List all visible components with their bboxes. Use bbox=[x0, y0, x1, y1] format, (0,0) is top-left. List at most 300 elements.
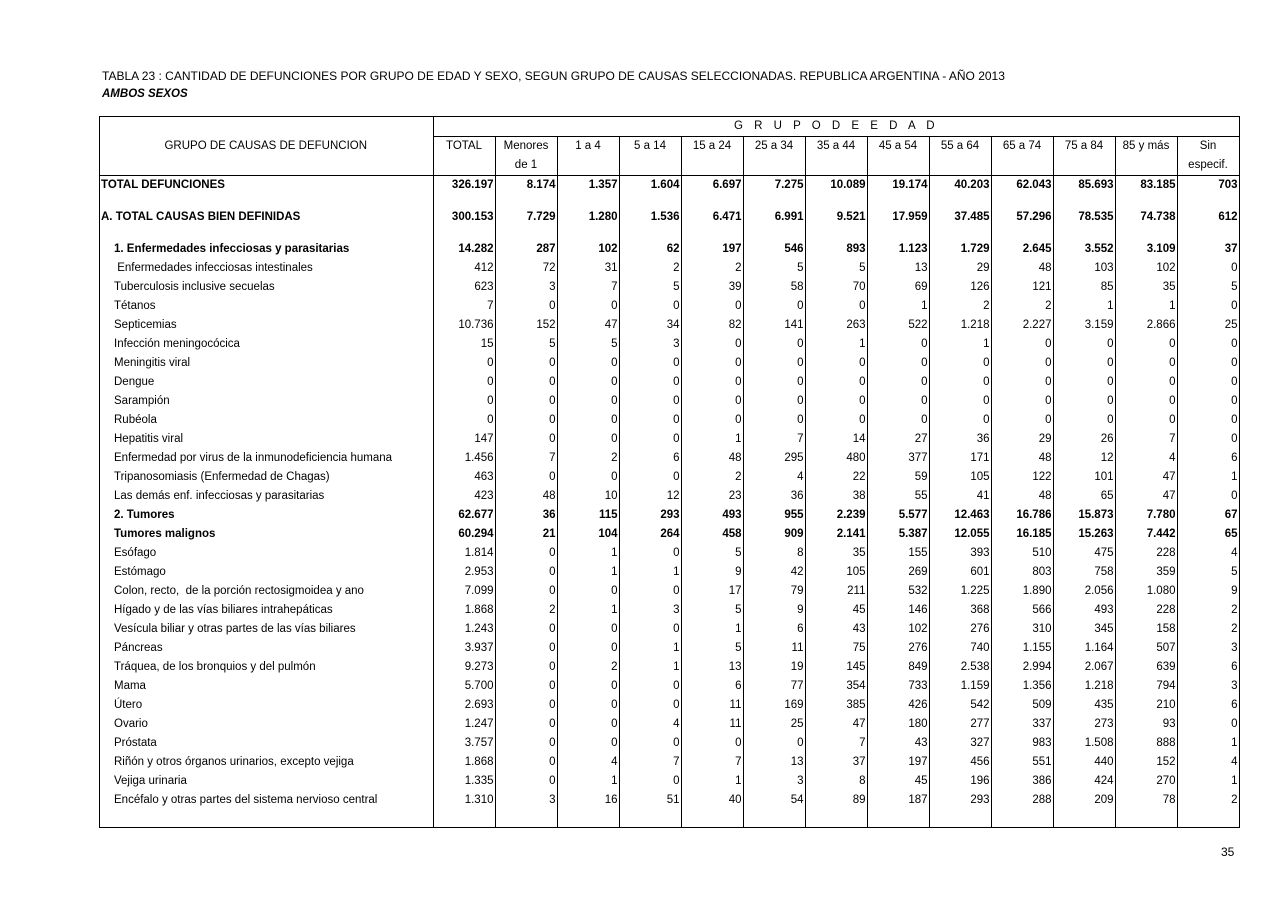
value-cell: 43 bbox=[805, 620, 867, 639]
value-cell: 152 bbox=[1115, 753, 1177, 772]
value-cell: 74.738 bbox=[1115, 208, 1177, 227]
value-cell: 48 bbox=[495, 487, 557, 506]
value-cell: 1.356 bbox=[991, 677, 1053, 696]
value-cell: 13 bbox=[867, 259, 929, 278]
value-cell: 65 bbox=[1053, 487, 1115, 506]
column-header: 5 a 14 bbox=[619, 137, 681, 157]
table-row bbox=[99, 525, 1239, 544]
filler-cell bbox=[495, 810, 557, 828]
value-cell: 171 bbox=[929, 449, 991, 468]
value-cell: 0 bbox=[867, 411, 929, 430]
value-cell: 9.273 bbox=[433, 658, 495, 677]
value-cell: 0 bbox=[1053, 392, 1115, 411]
column-header: TOTAL bbox=[433, 137, 495, 157]
value-cell: 0 bbox=[805, 297, 867, 316]
value-cell: 0 bbox=[619, 373, 681, 392]
value-cell: 288 bbox=[991, 791, 1053, 810]
value-cell: 1.604 bbox=[619, 176, 681, 196]
table-row bbox=[99, 297, 1239, 316]
value-cell: 1 bbox=[557, 563, 619, 582]
value-cell: 10.089 bbox=[805, 176, 867, 196]
value-cell: 893 bbox=[805, 240, 867, 259]
value-cell: 546 bbox=[743, 240, 805, 259]
value-cell: 1 bbox=[681, 430, 743, 449]
value-cell: 277 bbox=[929, 715, 991, 734]
value-cell: 5 bbox=[681, 639, 743, 658]
value-cell: 0 bbox=[557, 696, 619, 715]
filler-cell bbox=[805, 810, 867, 828]
table-row bbox=[99, 658, 1239, 677]
value-cell: 475 bbox=[1053, 544, 1115, 563]
value-cell: 0 bbox=[495, 544, 557, 563]
value-cell: 3 bbox=[1177, 677, 1239, 696]
value-cell: 104 bbox=[557, 525, 619, 544]
value-cell: 2 bbox=[1177, 620, 1239, 639]
filler-cell bbox=[433, 810, 495, 828]
filler-cell bbox=[1053, 810, 1115, 828]
value-cell: 0 bbox=[1115, 335, 1177, 354]
value-cell: 105 bbox=[929, 468, 991, 487]
value-cell: 3 bbox=[495, 791, 557, 810]
value-cell: 758 bbox=[1053, 563, 1115, 582]
spacer-cell bbox=[619, 195, 681, 208]
value-cell: 8.174 bbox=[495, 176, 557, 196]
column-header-line2: especif. bbox=[1177, 156, 1239, 176]
value-cell: 101 bbox=[1053, 468, 1115, 487]
value-cell: 0 bbox=[1177, 297, 1239, 316]
value-cell: 158 bbox=[1115, 620, 1177, 639]
value-cell: 14 bbox=[805, 430, 867, 449]
value-cell: 1 bbox=[557, 544, 619, 563]
row-label: Vejiga urinaria bbox=[99, 772, 433, 791]
value-cell: 15.873 bbox=[1053, 506, 1115, 525]
filler-cell bbox=[681, 810, 743, 828]
value-cell: 0 bbox=[867, 373, 929, 392]
filler-cell bbox=[867, 810, 929, 828]
value-cell: 2 bbox=[681, 259, 743, 278]
value-cell: 147 bbox=[433, 430, 495, 449]
value-cell: 0 bbox=[681, 411, 743, 430]
value-cell: 542 bbox=[929, 696, 991, 715]
value-cell: 1 bbox=[1177, 734, 1239, 753]
spacer-cell bbox=[1177, 195, 1239, 208]
table-row bbox=[99, 544, 1239, 563]
value-cell: 2.067 bbox=[1053, 658, 1115, 677]
value-cell: 424 bbox=[1053, 772, 1115, 791]
spacer-cell bbox=[1177, 227, 1239, 240]
value-cell: 7.275 bbox=[743, 176, 805, 196]
value-cell: 2 bbox=[619, 259, 681, 278]
value-cell: 152 bbox=[495, 316, 557, 335]
value-cell: 849 bbox=[867, 658, 929, 677]
value-cell: 0 bbox=[1115, 411, 1177, 430]
value-cell: 102 bbox=[557, 240, 619, 259]
value-cell: 7 bbox=[743, 430, 805, 449]
value-cell: 0 bbox=[557, 392, 619, 411]
value-cell: 0 bbox=[495, 772, 557, 791]
value-cell: 0 bbox=[557, 354, 619, 373]
value-cell: 393 bbox=[929, 544, 991, 563]
value-cell: 15.263 bbox=[1053, 525, 1115, 544]
value-cell: 102 bbox=[867, 620, 929, 639]
value-cell: 5 bbox=[1177, 563, 1239, 582]
column-header: 15 a 24 bbox=[681, 137, 743, 157]
value-cell: 0 bbox=[743, 373, 805, 392]
value-cell: 345 bbox=[1053, 620, 1115, 639]
value-cell: 155 bbox=[867, 544, 929, 563]
value-cell: 47 bbox=[1115, 487, 1177, 506]
table-row bbox=[99, 354, 1239, 373]
value-cell: 276 bbox=[867, 639, 929, 658]
value-cell: 0 bbox=[495, 297, 557, 316]
value-cell: 1.218 bbox=[1053, 677, 1115, 696]
value-cell: 0 bbox=[867, 392, 929, 411]
value-cell: 0 bbox=[1177, 335, 1239, 354]
value-cell: 1.164 bbox=[1053, 639, 1115, 658]
value-cell: 0 bbox=[619, 696, 681, 715]
value-cell: 47 bbox=[1115, 468, 1177, 487]
table-row bbox=[99, 259, 1239, 278]
spacer-cell bbox=[1053, 195, 1115, 208]
value-cell: 0 bbox=[495, 677, 557, 696]
value-cell: 3.109 bbox=[1115, 240, 1177, 259]
value-cell: 0 bbox=[1115, 373, 1177, 392]
value-cell: 0 bbox=[433, 354, 495, 373]
value-cell: 197 bbox=[681, 240, 743, 259]
value-cell: 0 bbox=[805, 392, 867, 411]
table-title: TABLA 23 : CANTIDAD DE DEFUNCIONES POR GRUPO DE EDAD Y SEXO, SEGUN GRUPO DE CAUSAS SELECCIONADAS. REPUBLICA ARGENTINA - AÑO 2013 bbox=[102, 69, 1005, 83]
value-cell: 2.994 bbox=[991, 658, 1053, 677]
column-header: 45 a 54 bbox=[867, 137, 929, 157]
spacer-cell bbox=[929, 195, 991, 208]
value-cell: 57.296 bbox=[991, 208, 1053, 227]
value-cell: 77 bbox=[743, 677, 805, 696]
column-header-line2 bbox=[433, 156, 495, 176]
value-cell: 7.099 bbox=[433, 582, 495, 601]
spacer-cell bbox=[557, 195, 619, 208]
row-label: Tumores malignos bbox=[99, 525, 433, 544]
row-label: Colon, recto, de la porción rectosigmoidea y ano bbox=[99, 582, 433, 601]
page-number: 35 bbox=[1221, 845, 1235, 859]
filler-cell bbox=[1177, 810, 1239, 828]
table-row bbox=[99, 392, 1239, 411]
table-row bbox=[99, 411, 1239, 430]
value-cell: 228 bbox=[1115, 601, 1177, 620]
group-causes-header: GRUPO DE CAUSAS DE DEFUNCION bbox=[99, 137, 433, 157]
value-cell: 0 bbox=[1115, 392, 1177, 411]
value-cell: 103 bbox=[1053, 259, 1115, 278]
value-cell: 532 bbox=[867, 582, 929, 601]
value-cell: 337 bbox=[991, 715, 1053, 734]
value-cell: 22 bbox=[805, 468, 867, 487]
value-cell: 4 bbox=[557, 753, 619, 772]
value-cell: 5.577 bbox=[867, 506, 929, 525]
table-subtitle: AMBOS SEXOS bbox=[102, 88, 188, 100]
value-cell: 9 bbox=[743, 601, 805, 620]
value-cell: 10.736 bbox=[433, 316, 495, 335]
table-row bbox=[99, 677, 1239, 696]
value-cell: 0 bbox=[867, 354, 929, 373]
value-cell: 566 bbox=[991, 601, 1053, 620]
column-header: 85 y más bbox=[1115, 137, 1177, 157]
row-label: Meningitis viral bbox=[99, 354, 433, 373]
spacer-cell bbox=[433, 227, 495, 240]
value-cell: 1 bbox=[929, 335, 991, 354]
age-group-header bbox=[433, 116, 1239, 137]
value-cell: 6 bbox=[619, 449, 681, 468]
value-cell: 440 bbox=[1053, 753, 1115, 772]
value-cell: 385 bbox=[805, 696, 867, 715]
value-cell: 23 bbox=[681, 487, 743, 506]
value-cell: 1.508 bbox=[1053, 734, 1115, 753]
value-cell: 1.310 bbox=[433, 791, 495, 810]
table-row bbox=[99, 487, 1239, 506]
value-cell: 7 bbox=[433, 297, 495, 316]
value-cell: 121 bbox=[991, 278, 1053, 297]
value-cell: 480 bbox=[805, 449, 867, 468]
value-cell: 435 bbox=[1053, 696, 1115, 715]
row-label: Tripanosomiasis (Enfermedad de Chagas) bbox=[99, 468, 433, 487]
value-cell: 36 bbox=[929, 430, 991, 449]
spacer-cell bbox=[681, 227, 743, 240]
value-cell: 0 bbox=[619, 734, 681, 753]
value-cell: 509 bbox=[991, 696, 1053, 715]
value-cell: 0 bbox=[619, 620, 681, 639]
value-cell: 45 bbox=[805, 601, 867, 620]
row-label: 2. Tumores bbox=[99, 506, 433, 525]
column-header: 55 a 64 bbox=[929, 137, 991, 157]
value-cell: 1 bbox=[557, 772, 619, 791]
value-cell: 4 bbox=[619, 715, 681, 734]
value-cell: 264 bbox=[619, 525, 681, 544]
column-header: 1 a 4 bbox=[557, 137, 619, 157]
value-cell: 4 bbox=[743, 468, 805, 487]
value-cell: 60.294 bbox=[433, 525, 495, 544]
row-label: Hepatitis viral bbox=[99, 430, 433, 449]
value-cell: 11 bbox=[743, 639, 805, 658]
value-cell: 25 bbox=[743, 715, 805, 734]
value-cell: 26 bbox=[1053, 430, 1115, 449]
value-cell: 0 bbox=[743, 354, 805, 373]
table-row bbox=[99, 316, 1239, 335]
row-label: Hígado y de las vías biliares intrahepáticas bbox=[99, 601, 433, 620]
value-cell: 19.174 bbox=[867, 176, 929, 196]
value-cell: 6 bbox=[1177, 696, 1239, 715]
value-cell: 180 bbox=[867, 715, 929, 734]
value-cell: 2.227 bbox=[991, 316, 1053, 335]
value-cell: 955 bbox=[743, 506, 805, 525]
filler-cell bbox=[557, 810, 619, 828]
value-cell: 40.203 bbox=[929, 176, 991, 196]
value-cell: 0 bbox=[619, 582, 681, 601]
column-header: 25 a 34 bbox=[743, 137, 805, 157]
value-cell: 0 bbox=[557, 468, 619, 487]
filler-cell bbox=[99, 810, 433, 828]
value-cell: 6.991 bbox=[743, 208, 805, 227]
value-cell: 300.153 bbox=[433, 208, 495, 227]
value-cell: 0 bbox=[433, 411, 495, 430]
table-row bbox=[99, 468, 1239, 487]
row-label: Ovario bbox=[99, 715, 433, 734]
value-cell: 386 bbox=[991, 772, 1053, 791]
value-cell: 2 bbox=[1177, 791, 1239, 810]
value-cell: 41 bbox=[929, 487, 991, 506]
value-cell: 37.485 bbox=[929, 208, 991, 227]
column-header: 35 a 44 bbox=[805, 137, 867, 157]
value-cell: 3.937 bbox=[433, 639, 495, 658]
value-cell: 37 bbox=[805, 753, 867, 772]
value-cell: 16.786 bbox=[991, 506, 1053, 525]
row-label: Tétanos bbox=[99, 297, 433, 316]
value-cell: 169 bbox=[743, 696, 805, 715]
value-cell: 458 bbox=[681, 525, 743, 544]
column-header: Menores bbox=[495, 137, 557, 157]
spacer-cell bbox=[495, 227, 557, 240]
value-cell: 5 bbox=[495, 335, 557, 354]
value-cell: 36 bbox=[743, 487, 805, 506]
value-cell: 4 bbox=[1177, 544, 1239, 563]
value-cell: 0 bbox=[619, 430, 681, 449]
value-cell: 5 bbox=[805, 259, 867, 278]
row-label: Dengue bbox=[99, 373, 433, 392]
table-row bbox=[99, 563, 1239, 582]
value-cell: 0 bbox=[681, 335, 743, 354]
value-cell: 1 bbox=[1115, 297, 1177, 316]
value-cell: 12.463 bbox=[929, 506, 991, 525]
value-cell: 7 bbox=[1115, 430, 1177, 449]
spacer-cell bbox=[99, 195, 433, 208]
value-cell: 7 bbox=[805, 734, 867, 753]
row-label: Útero bbox=[99, 696, 433, 715]
value-cell: 2.056 bbox=[1053, 582, 1115, 601]
value-cell: 0 bbox=[1177, 430, 1239, 449]
spacer-cell bbox=[433, 195, 495, 208]
value-cell: 0 bbox=[1053, 354, 1115, 373]
value-cell: 377 bbox=[867, 449, 929, 468]
value-cell: 0 bbox=[557, 620, 619, 639]
value-cell: 0 bbox=[1177, 487, 1239, 506]
table-row bbox=[99, 639, 1239, 658]
value-cell: 293 bbox=[619, 506, 681, 525]
spacer-cell bbox=[99, 227, 433, 240]
value-cell: 1 bbox=[681, 620, 743, 639]
table-row bbox=[99, 335, 1239, 354]
value-cell: 31 bbox=[557, 259, 619, 278]
row-label: A. TOTAL CAUSAS BIEN DEFINIDAS bbox=[99, 208, 433, 227]
table-row bbox=[99, 734, 1239, 753]
value-cell: 1.155 bbox=[991, 639, 1053, 658]
value-cell: 0 bbox=[557, 715, 619, 734]
value-cell: 59 bbox=[867, 468, 929, 487]
column-header-line2 bbox=[929, 156, 991, 176]
value-cell: 2.141 bbox=[805, 525, 867, 544]
value-cell: 5.387 bbox=[867, 525, 929, 544]
spacer-cell bbox=[929, 227, 991, 240]
value-cell: 141 bbox=[743, 316, 805, 335]
value-cell: 1 bbox=[619, 658, 681, 677]
row-label: Estómago bbox=[99, 563, 433, 582]
value-cell: 0 bbox=[495, 392, 557, 411]
value-cell: 29 bbox=[929, 259, 991, 278]
value-cell: 21 bbox=[495, 525, 557, 544]
value-cell: 359 bbox=[1115, 563, 1177, 582]
spacer-cell bbox=[495, 195, 557, 208]
table-row bbox=[99, 176, 1239, 196]
value-cell: 0 bbox=[1177, 354, 1239, 373]
value-cell: 0 bbox=[433, 392, 495, 411]
value-cell: 3 bbox=[619, 335, 681, 354]
value-cell: 1.218 bbox=[929, 316, 991, 335]
value-cell: 0 bbox=[743, 734, 805, 753]
table-row bbox=[99, 620, 1239, 639]
value-cell: 55 bbox=[867, 487, 929, 506]
value-cell: 5 bbox=[619, 278, 681, 297]
value-cell: 0 bbox=[495, 468, 557, 487]
table-row bbox=[99, 449, 1239, 468]
value-cell: 0 bbox=[495, 734, 557, 753]
value-cell: 0 bbox=[619, 411, 681, 430]
value-cell: 2 bbox=[557, 449, 619, 468]
value-cell: 29 bbox=[991, 430, 1053, 449]
value-cell: 522 bbox=[867, 316, 929, 335]
mortality-table bbox=[99, 116, 1240, 828]
value-cell: 187 bbox=[867, 791, 929, 810]
table-row bbox=[99, 506, 1239, 525]
value-cell: 85.693 bbox=[1053, 176, 1115, 196]
value-cell: 1.868 bbox=[433, 753, 495, 772]
value-cell: 0 bbox=[929, 392, 991, 411]
value-cell: 1 bbox=[1177, 468, 1239, 487]
value-cell: 11 bbox=[681, 696, 743, 715]
value-cell: 5 bbox=[681, 601, 743, 620]
value-cell: 0 bbox=[619, 677, 681, 696]
value-cell: 15 bbox=[433, 335, 495, 354]
value-cell: 12.055 bbox=[929, 525, 991, 544]
spacer-cell bbox=[867, 195, 929, 208]
row-label: Vesícula biliar y otras partes de las vías biliares bbox=[99, 620, 433, 639]
value-cell: 0 bbox=[743, 411, 805, 430]
value-cell: 0 bbox=[495, 753, 557, 772]
value-cell: 1.225 bbox=[929, 582, 991, 601]
value-cell: 9.521 bbox=[805, 208, 867, 227]
value-cell: 0 bbox=[495, 354, 557, 373]
value-cell: 2 bbox=[991, 297, 1053, 316]
value-cell: 0 bbox=[619, 468, 681, 487]
value-cell: 115 bbox=[557, 506, 619, 525]
value-cell: 5 bbox=[681, 544, 743, 563]
value-cell: 78.535 bbox=[1053, 208, 1115, 227]
value-cell: 62 bbox=[619, 240, 681, 259]
spacer-cell bbox=[805, 227, 867, 240]
value-cell: 639 bbox=[1115, 658, 1177, 677]
spacer-row bbox=[99, 227, 1239, 240]
value-cell: 48 bbox=[991, 487, 1053, 506]
value-cell: 0 bbox=[495, 563, 557, 582]
row-label: Riñón y otros órganos urinarios, excepto vejiga bbox=[99, 753, 433, 772]
value-cell: 0 bbox=[805, 354, 867, 373]
value-cell: 2.538 bbox=[929, 658, 991, 677]
value-cell: 412 bbox=[433, 259, 495, 278]
value-cell: 0 bbox=[433, 373, 495, 392]
value-cell: 2.645 bbox=[991, 240, 1053, 259]
value-cell: 287 bbox=[495, 240, 557, 259]
value-cell: 456 bbox=[929, 753, 991, 772]
value-cell: 0 bbox=[557, 297, 619, 316]
row-label: Tráquea, de los bronquios y del pulmón bbox=[99, 658, 433, 677]
value-cell: 1.536 bbox=[619, 208, 681, 227]
filler-cell bbox=[743, 810, 805, 828]
value-cell: 34 bbox=[619, 316, 681, 335]
